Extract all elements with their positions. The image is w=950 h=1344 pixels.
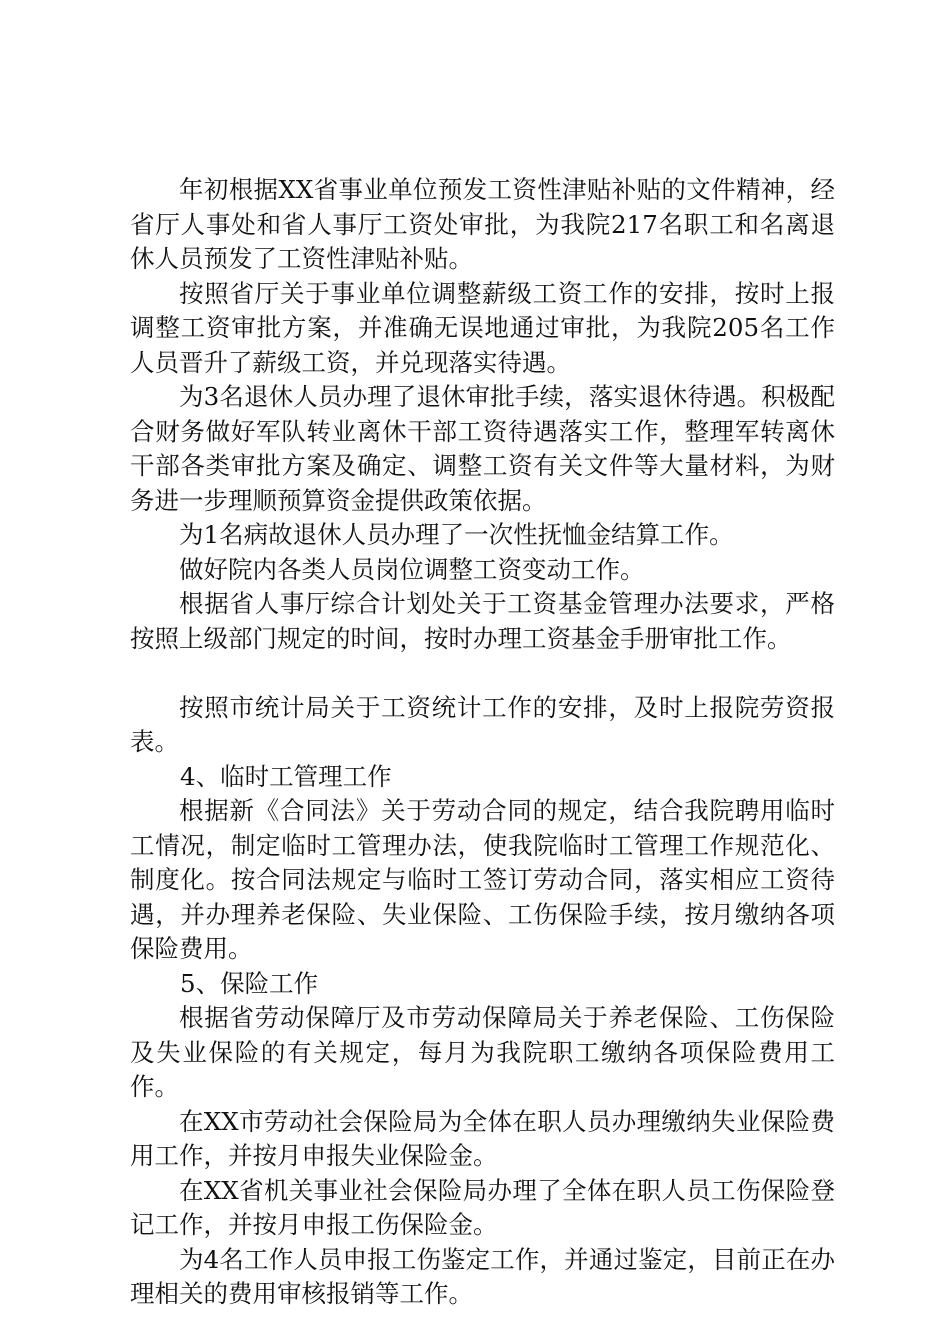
section-heading-temp-workers: 4、临时工管理工作 — [180, 761, 392, 791]
section-heading-insurance: 5、保险工作 — [180, 968, 319, 998]
paragraph-salary-adjust: 按照省厅关于事业单位调整薪级工资工作的安排，按时上报调整工资审批方案，并准确无误地通过审批，为我院205名工作人员晋升了薪级工资，并兑现落实待遇。 — [130, 278, 835, 377]
blank-line — [130, 656, 835, 691]
paragraph-wage-statistics: 按照市统计局关于工资统计工作的安排，及时上报院劳资报表。 — [130, 692, 835, 756]
paragraph-pension-settlement: 为1名病故退休人员办理了一次性抚恤金结算工作。 — [179, 520, 734, 549]
paragraph-injury-insurance: 在XX省机关事业社会保险局办理了全体在职人员工伤保险登记工作，并按月申报工伤保险金。 — [130, 1175, 835, 1239]
paragraph-post-adjust: 做好院内各类人员岗位调整工资变动工作。 — [179, 554, 645, 584]
paragraph-unemployment-insurance: 在XX市劳动社会保险局为全体在职人员办理缴纳失业保险费用工作，并按月申报失业保险金。 — [130, 1106, 835, 1170]
paragraph-insurance-rules: 根据省劳动保障厅及市劳动保障局关于养老保险、工伤保险及失业保险的有关规定，每月为我院职工缴纳各项保险费用工作。 — [130, 1003, 835, 1101]
paragraph-injury-assessment: 为4名工作人员申报工伤鉴定工作，并通过鉴定，目前正在办理相关的费用审核报销等工作。 — [130, 1244, 835, 1308]
paragraph-allowance-prepay: 年初根据XX省事业单位预发工资性津贴补贴的文件精神，经省厅人事处和省人事厅工资处审批，为我院217名职工和名离退休人员预发了工资性津贴补贴。 — [130, 175, 835, 273]
paragraph-retirement: 为3名退休人员办理了退休审批手续，落实退休待遇。积极配合财务做好军队转业离休干部工资待遇落实工作，整理军转离休干部各类审批方案及确定、调整工资有关文件等大量材料，为财务进一步理顺预算资金提供政策依据。 — [130, 382, 835, 515]
document-body — [130, 173, 835, 1312]
paragraph-labor-contract: 根据新《合同法》关于劳动合同的规定，结合我院聘用临时工情况，制定临时工管理办法，使我院临时工管理工作规范化、制度化。按合同法规定与临时工签订劳动合同，落实相应工资待遇，并办理养老保险、失业保险、工伤保险手续，按月缴纳各项保险费用。 — [130, 796, 835, 963]
paragraph-wage-fund: 根据省人事厅综合计划处关于工资基金管理办法要求，严格按照上级部门规定的时间，按时办理工资基金手册审批工作。 — [130, 589, 835, 653]
